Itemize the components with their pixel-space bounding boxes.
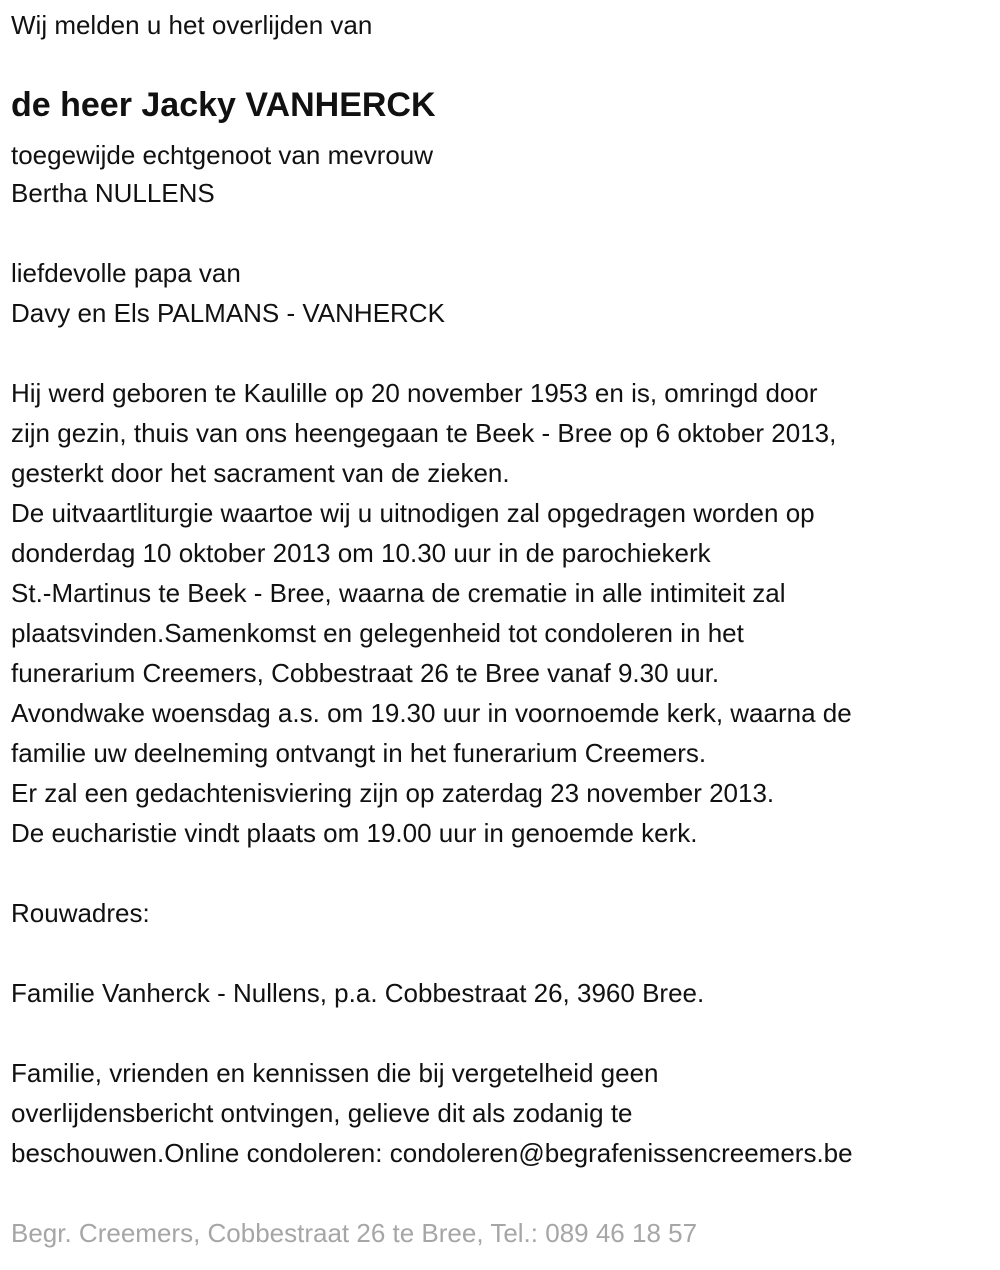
closing-line: overlijdensbericht ontvingen, gelieve dit als zodanig te bbox=[11, 1098, 633, 1128]
deceased-name: de heer Jacky VANHERCK bbox=[11, 86, 436, 124]
children-line: liefdevolle papa van bbox=[11, 258, 241, 288]
body-line: donderdag 10 oktober 2013 om 10.30 uur in de parochiekerk bbox=[11, 538, 711, 568]
body-line: St.-Martinus te Beek - Bree, waarna de crematie in alle intimiteit zal bbox=[11, 578, 786, 608]
body-line: De eucharistie vindt plaats om 19.00 uur in genoemde kerk. bbox=[11, 818, 698, 848]
address-label: Rouwadres: bbox=[11, 898, 150, 928]
body-line: De uitvaartliturgie waartoe wij u uitnodigen zal opgedragen worden op bbox=[11, 498, 815, 528]
children-names: Davy en Els PALMANS - VANHERCK bbox=[11, 298, 445, 328]
body-line: funerarium Creemers, Cobbestraat 26 te Bree vanaf 9.30 uur. bbox=[11, 658, 720, 688]
address: Familie Vanherck - Nullens, p.a. Cobbestraat 26, 3960 Bree. bbox=[11, 978, 705, 1008]
body-line: familie uw deelneming ontvangt in het funerarium Creemers. bbox=[11, 738, 707, 768]
intro-text: Wij melden u het overlijden van bbox=[11, 10, 373, 40]
body-line: gesterkt door het sacrament van de zieken. bbox=[11, 458, 510, 488]
body-line: Avondwake woensdag a.s. om 19.30 uur in voornoemde kerk, waarna de bbox=[11, 698, 852, 728]
spouse-line: toegewijde echtgenoot van mevrouw bbox=[11, 140, 434, 170]
body-line: plaatsvinden.Samenkomst en gelegenheid tot condoleren in het bbox=[11, 618, 744, 648]
closing-line: beschouwen.Online condoleren: condoleren@begrafenissencreemers.be bbox=[11, 1138, 853, 1168]
spouse-name: Bertha NULLENS bbox=[11, 178, 215, 208]
closing-line: Familie, vrienden en kennissen die bij vergetelheid geen bbox=[11, 1058, 659, 1088]
body-line: Hij werd geboren te Kaulille op 20 november 1953 en is, omringd door bbox=[11, 378, 818, 408]
body-line: zijn gezin, thuis van ons heengegaan te Beek - Bree op 6 oktober 2013, bbox=[11, 418, 837, 448]
footer-contact: Begr. Creemers, Cobbestraat 26 te Bree, Tel.: 089 46 18 57 bbox=[11, 1218, 698, 1248]
body-line: Er zal een gedachtenisviering zijn op zaterdag 23 november 2013. bbox=[11, 778, 775, 808]
